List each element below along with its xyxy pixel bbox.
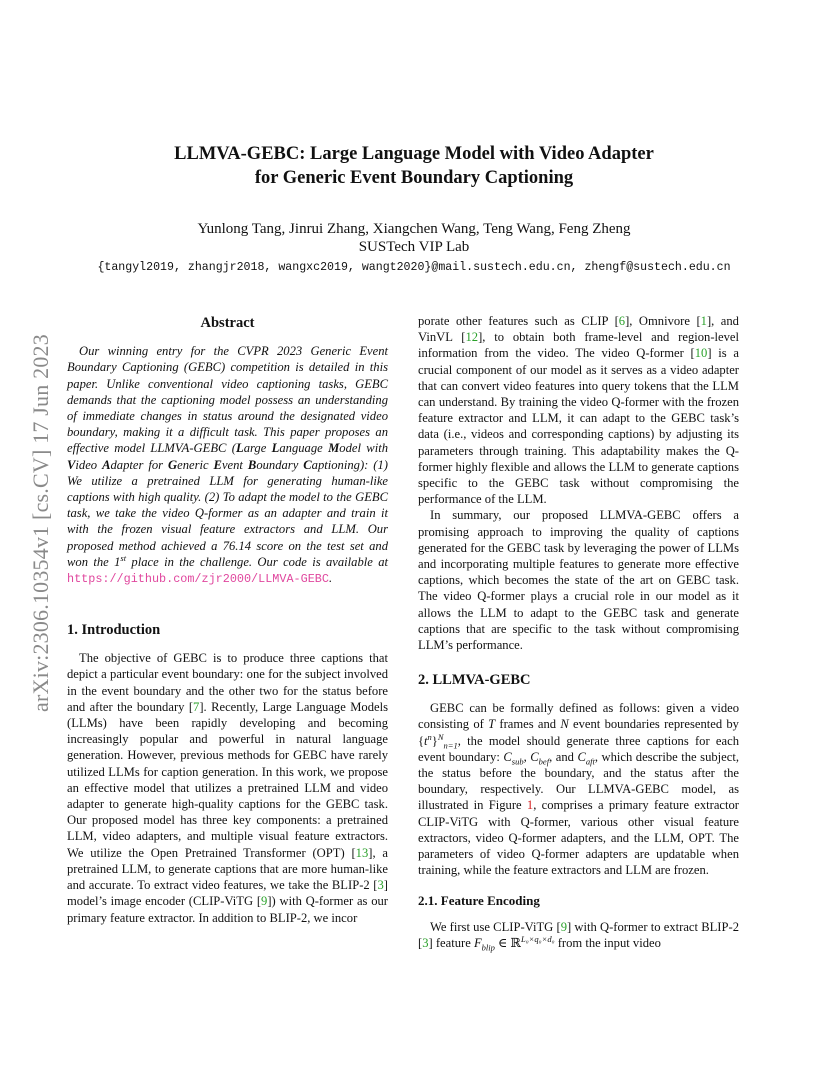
citation-link[interactable]: 9 <box>560 919 567 934</box>
citation-link[interactable]: 13 <box>355 845 369 860</box>
intro-paragraph: The objective of GEBC is to produce three captions that depict a particular event boundary: one for the subject involved in the event boundary and the other two for the status before and after the boundary [7]. Recently, Large Language Models (LLMs) have been rapidly developing and becoming increasingly popular and powerful in natural language generation. However, previous methods for GEBC have rarely utilized LLMs for caption generation. In this work, we propose an effective model that utilizes a pretrained LLM and video adapter to generate high-quality captions for the GEBC task. Our proposed model has three key components: a pretrained LLM, video adapters, and multiple visual feature extractors. We utilize the Open Pretrained Transformer (OPT) [13], a pretrained LLM, to generate captions that are more human-like and accurate. To extract video features, we take the BLIP-2 [3] model’s image encoder (CLIP-ViTG [9]) with Q-former as our primary feature extractor. In addition to BLIP-2, we incor <box>67 651 388 925</box>
code-link[interactable]: https://github.com/zjr2000/LLMVA-GEBC <box>67 572 329 587</box>
citation-link[interactable]: 1 <box>700 314 707 328</box>
arxiv-watermark <box>20 288 62 758</box>
title-line-1: LLMVA-GEBC: Large Language Model with Video Adapter <box>174 144 654 164</box>
citation-link[interactable]: 3 <box>422 935 429 950</box>
affiliation: SUSTech VIP Lab <box>358 239 470 255</box>
citation-link[interactable]: 3 <box>377 878 384 893</box>
section-2-heading: 2. LLMVA-GEBC <box>418 672 531 689</box>
citation-link[interactable]: 6 <box>618 314 626 328</box>
author-names: Yunlong Tang, Jinrui Zhang, Xiangchen Wang, Teng Wang, Feng Zheng <box>197 221 631 237</box>
abstract-text: Our winning entry for the CVPR 2023 Generic Event Boundary Captioning (GEBC) competition is detailed in this paper. Unlike conventional video captioning tasks, GEBC demands that the captioning model possess an understanding of immediate changes in status around the designated video boundary, making it a difficult task. This paper proposes an effective model LLMVA-GEBC (Large Language Model with Video Adapter for Generic Event Boundary Captioning): (1) We utilize a pretrained LLM for generating human-like captions with high quality. (2) To adapt the model to the GEBC task, we take the video Q-former as an adapter and train it with the frozen visual feature extractors and LLM. Our proposed method achieved a 76.14 score on the test set and won the 1st place in the challenge. Our code is available at https://github.com/zjr2000/LLMVA-GEBC. <box>67 344 389 587</box>
right-column <box>418 313 739 951</box>
feature-encoding-paragraph: We first use CLIP-ViTG [9] with Q-former to extract BLIP-2 [3] feature $F_{blip}$ ∈ ℝ$^{L_0\times q_0\times d_0}$ from the input video <box>418 919 739 953</box>
summary-paragraph: In summary, our proposed LLMVA-GEBC offers a promising approach to improving the quality of captions generated for the GEBC task by leveraging the power of LLMs and incorporating multiple features to generate more effective captions, which becomes the state of the art on GEBC task. The video Q-former plays a crucial role in our model as it allows the LLM to adapt to the GEBC task and generate captions that are specific to the task without compromising LLM’s performance. <box>418 508 739 653</box>
arxiv-id: arXiv:2306.10354v1 [cs.CV] 17 Jun 2023 <box>28 334 53 712</box>
figure-link[interactable]: 1 <box>526 798 534 813</box>
citation-link[interactable]: 10 <box>694 346 708 361</box>
left-column <box>67 313 388 926</box>
section-2-paragraph: GEBC can be formally defined as follows: given a video consisting of T frames and N event boundaries represented by $\{t^n\}^N_{n=1}$, the model should generate three captions for each event boundary: $C_{sub}$, $C_{bef}$, and $C_{aft}$, which describe the subject, the status before the boundary, and the status after the boundary, respectively. Our LLMVA-GEBC model, as illustrated in Figure 1, comprises a primary feature extractor CLIP-ViTG with Q-former, various other visual feature extractors, video Q-former adapters, and the LLM, OPT. The parameters of video Q-former adapters are updatable when training, while the feature extractors and LLM are frozen. <box>418 701 739 878</box>
title-line-2: for Generic Event Boundary Captioning <box>254 168 574 188</box>
intro-heading: 1. Introduction <box>67 622 161 639</box>
citation-link[interactable]: 9 <box>261 894 268 909</box>
abstract-heading: Abstract <box>200 315 255 331</box>
intro-continued-paragraph: porate other features such as CLIP [6], Omnivore [1], and VinVL [12], to obtain both frame-level and region-level information from the video. The video Q-former [10] is a crucial component of our model as it serves as a video adapter that can convert video features into query tokens that the LLM can understand. By training the video Q-former with the frozen feature extractor and LLM, it can adapt to the GEBC task’s data (i.e., videos and corresponding captions) by adjusting its parameters through training. This adaptability makes the Q-former highly flexible and allows the LLM to generate captions specific to the GEBC task without compromising the performance of the LLM. <box>418 314 740 507</box>
paper-title <box>0 142 828 190</box>
subsection-2-1-heading: 2.1. Feature Encoding <box>418 892 540 908</box>
author-emails: {tangyl2019, zhangjr2018, wangxc2019, wangt2020}@mail.sustech.edu.cn, zhengf@sustech.edu.cn <box>97 261 731 274</box>
citation-link[interactable]: 12 <box>465 330 479 345</box>
author-block <box>0 220 828 256</box>
citation-link[interactable]: 7 <box>193 699 200 714</box>
